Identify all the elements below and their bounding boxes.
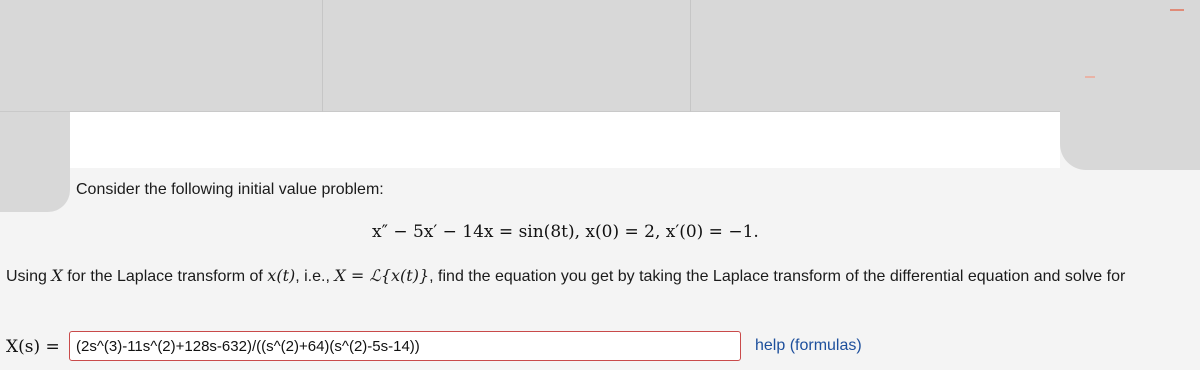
accent-mark bbox=[1085, 76, 1095, 78]
redacted-right-area bbox=[1060, 100, 1200, 170]
answer-input[interactable] bbox=[69, 331, 741, 361]
help-formulas-link[interactable]: help (formulas) bbox=[755, 337, 862, 354]
redacted-header-area bbox=[0, 0, 1200, 112]
redacted-left-area bbox=[0, 112, 70, 212]
instructions-text: Using bbox=[6, 268, 52, 285]
question-instructions bbox=[6, 263, 1186, 290]
content-band bbox=[0, 112, 1060, 168]
instructions-text: for the Laplace transform of bbox=[62, 268, 268, 285]
question-prompt: Consider the following initial value problem: bbox=[76, 181, 384, 198]
math-definition: X = ℒ{x(t)} bbox=[334, 266, 430, 285]
math-variable: X bbox=[51, 266, 63, 285]
math-variable: x(t) bbox=[267, 266, 296, 285]
divider bbox=[690, 0, 691, 112]
divider bbox=[322, 0, 323, 112]
answer-label: X(s) = bbox=[6, 337, 60, 357]
accent-mark bbox=[1170, 9, 1184, 11]
instructions-text: , i.e., bbox=[295, 268, 335, 285]
instructions-text: , find the equation you get by taking the Laplace transform of the differential equation and solve for bbox=[429, 268, 1126, 285]
differential-equation: x″ − 5x′ − 14x = sin(8t), x(0) = 2, x′(0) = −1. bbox=[372, 222, 759, 242]
divider bbox=[0, 111, 1060, 112]
